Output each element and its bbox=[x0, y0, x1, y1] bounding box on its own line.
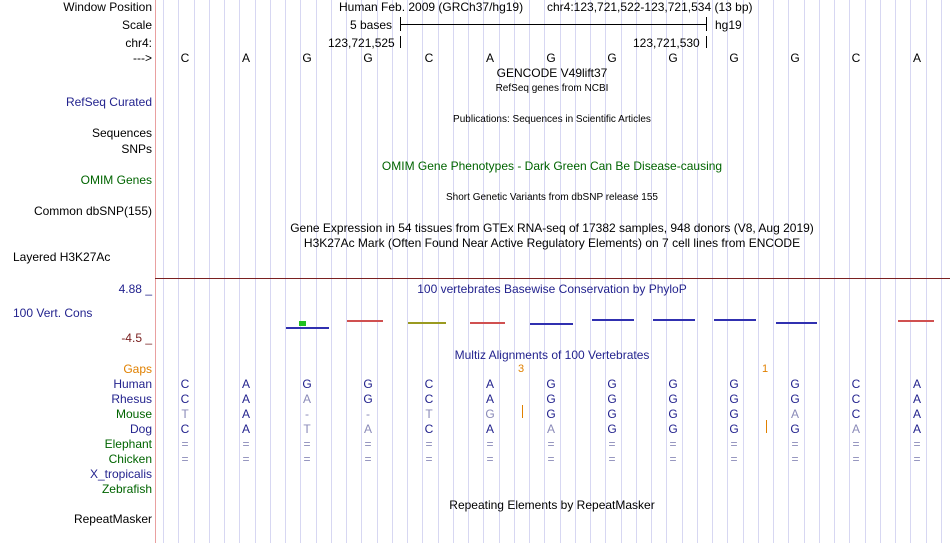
track-label-snps[interactable]: SNPs bbox=[121, 142, 152, 156]
alignment-base: = bbox=[730, 452, 738, 466]
alignment-base: A bbox=[912, 407, 921, 421]
alignment-base: A bbox=[546, 422, 555, 436]
track-label-omim[interactable]: OMIM Genes bbox=[80, 173, 152, 187]
reference-base: G bbox=[607, 51, 617, 65]
alignment-base: = bbox=[486, 452, 494, 466]
gap-insertion-dog bbox=[766, 420, 767, 433]
alignment-base: = bbox=[364, 452, 372, 466]
alignment-base: C bbox=[424, 422, 434, 436]
refseq-title: RefSeq genes from NCBI bbox=[495, 83, 609, 94]
alignment-base: G bbox=[729, 392, 739, 406]
alignment-base: C bbox=[851, 407, 861, 421]
coord-left: 123,721,525 bbox=[328, 36, 395, 50]
conservation-segment bbox=[470, 322, 505, 324]
alignment-base: G bbox=[363, 377, 373, 391]
alignment-base: A bbox=[241, 422, 250, 436]
alignment-base: = bbox=[486, 437, 494, 451]
species-label[interactable]: Zebrafish bbox=[101, 482, 152, 496]
alignment-base: = bbox=[669, 452, 677, 466]
reference-base: G bbox=[668, 51, 678, 65]
multiz-title: Multiz Alignments of 100 Vertebrates bbox=[454, 348, 650, 362]
conservation-segment bbox=[714, 319, 756, 321]
phylop-max-label: 4.88 _ bbox=[118, 282, 152, 296]
alignment-base: C bbox=[180, 422, 190, 436]
conservation-segment bbox=[530, 323, 573, 325]
alignment-base: G bbox=[729, 407, 739, 421]
scale-bar-right-tick bbox=[706, 17, 707, 31]
gap-mark-2: 1 bbox=[762, 363, 769, 375]
alignment-base: = bbox=[791, 437, 799, 451]
alignment-base: - bbox=[366, 407, 370, 421]
alignment-base: G bbox=[607, 392, 617, 406]
omim-title: OMIM Gene Phenotypes - Dark Green Can Be Disease-causing bbox=[381, 159, 723, 173]
conservation-segment bbox=[592, 319, 634, 321]
track-label-gaps: Gaps bbox=[123, 362, 152, 376]
gtex-title: Gene Expression in 54 tissues from GTEx RNA-seq of 17382 samples, 948 donors (V8, Aug 2019) bbox=[290, 221, 814, 235]
alignment-base: = bbox=[547, 437, 555, 451]
conservation-segment bbox=[347, 320, 383, 322]
alignment-base: G bbox=[302, 377, 312, 391]
alignment-base: = bbox=[547, 452, 555, 466]
alignment-base: A bbox=[790, 407, 799, 421]
species-label[interactable]: X_tropicalis bbox=[89, 467, 152, 481]
alignment-base: = bbox=[181, 452, 189, 466]
scale-db: hg19 bbox=[715, 18, 742, 32]
scale-bar bbox=[400, 24, 706, 25]
h3k27ac-title: H3K27Ac Mark (Often Found Near Active Regulatory Elements) on 7 cell lines from ENCODE bbox=[303, 236, 801, 250]
alignment-base: C bbox=[851, 377, 861, 391]
chrom-label: chr4: bbox=[125, 36, 152, 50]
alignment-base: = bbox=[303, 452, 311, 466]
alignment-base: A bbox=[851, 422, 860, 436]
scale-label: Scale bbox=[121, 18, 152, 32]
alignment-base: G bbox=[363, 392, 373, 406]
alignment-base: C bbox=[180, 392, 190, 406]
alignment-base: = bbox=[669, 437, 677, 451]
alignment-base: G bbox=[668, 377, 678, 391]
reference-base: C bbox=[424, 51, 434, 65]
reference-base: G bbox=[729, 51, 739, 65]
gencode-title: GENCODE V49lift37 bbox=[496, 66, 608, 80]
species-label[interactable]: Mouse bbox=[115, 407, 152, 421]
alignment-base: T bbox=[181, 407, 189, 421]
repeatmasker-title: Repeating Elements by RepeatMasker bbox=[449, 498, 655, 512]
alignment-base: G bbox=[546, 377, 556, 391]
alignment-base: A bbox=[241, 377, 250, 391]
alignment-base: G bbox=[790, 422, 800, 436]
alignment-base: = bbox=[791, 452, 799, 466]
alignment-base: = bbox=[242, 437, 250, 451]
reference-base: A bbox=[485, 51, 494, 65]
track-label-h3k27ac[interactable]: Layered H3K27Ac bbox=[13, 250, 111, 264]
species-label[interactable]: Chicken bbox=[108, 452, 152, 466]
reference-base: C bbox=[180, 51, 190, 65]
alignment-base: A bbox=[363, 422, 372, 436]
window-position: chr4:123,721,522-123,721,534 (13 bp) bbox=[547, 0, 753, 14]
track-label-sequences[interactable]: Sequences bbox=[91, 126, 152, 140]
alignment-base: = bbox=[913, 437, 921, 451]
alignment-base: = bbox=[181, 437, 189, 451]
alignment-base: A bbox=[912, 377, 921, 391]
dbsnp-title: Short Genetic Variants from dbSNP release 155 bbox=[446, 192, 658, 203]
reference-base: A bbox=[912, 51, 921, 65]
alignment-base: T bbox=[425, 407, 433, 421]
alignment-base: = bbox=[852, 437, 860, 451]
alignment-base: G bbox=[668, 392, 678, 406]
track-label-repeatmasker[interactable]: RepeatMasker bbox=[73, 512, 152, 526]
phylop-min-label: -4.5 _ bbox=[121, 331, 152, 345]
alignment-base: C bbox=[424, 377, 434, 391]
assembly-title: Human Feb. 2009 (GRCh37/hg19) bbox=[339, 0, 524, 14]
scale-text: 5 bases bbox=[350, 18, 393, 32]
alignment-base: G bbox=[790, 392, 800, 406]
alignment-base: A bbox=[485, 422, 494, 436]
strand-label: ---> bbox=[133, 51, 152, 65]
coord-right-tick bbox=[706, 36, 707, 48]
track-label-dbsnp[interactable]: Common dbSNP(155) bbox=[33, 204, 152, 218]
alignment-base: = bbox=[425, 437, 433, 451]
conservation-segment bbox=[286, 327, 329, 329]
gap-mark-1: 3 bbox=[518, 363, 525, 375]
alignment-base: G bbox=[607, 422, 617, 436]
alignment-base: G bbox=[668, 407, 678, 421]
conservation-segment bbox=[898, 320, 934, 322]
alignment-base: C bbox=[424, 392, 434, 406]
reference-base: G bbox=[546, 51, 556, 65]
coord-right: 123,721,530 bbox=[633, 36, 700, 50]
alignment-base: G bbox=[546, 392, 556, 406]
alignment-base: = bbox=[913, 452, 921, 466]
alignment-base: = bbox=[303, 437, 311, 451]
alignment-base: A bbox=[485, 392, 494, 406]
reference-base: G bbox=[790, 51, 800, 65]
alignment-base: A bbox=[912, 422, 921, 436]
alignment-base: G bbox=[607, 377, 617, 391]
alignment-base: = bbox=[425, 452, 433, 466]
alignment-base: A bbox=[485, 377, 494, 391]
track-label-refseq[interactable]: RefSeq Curated bbox=[65, 95, 152, 109]
section-separator bbox=[155, 278, 950, 279]
conservation-segment bbox=[653, 319, 695, 321]
reference-base: C bbox=[851, 51, 861, 65]
alignment-base: G bbox=[546, 407, 556, 421]
alignment-base: - bbox=[305, 407, 309, 421]
alignment-base: G bbox=[607, 407, 617, 421]
gap-insertion-mouse bbox=[522, 405, 523, 418]
alignment-base: = bbox=[364, 437, 372, 451]
alignment-base: A bbox=[241, 392, 250, 406]
track-label-column bbox=[0, 0, 156, 543]
reference-base: G bbox=[302, 51, 312, 65]
alignment-base: G bbox=[668, 422, 678, 436]
species-label[interactable]: Rhesus bbox=[111, 392, 152, 406]
alignment-base: = bbox=[608, 452, 616, 466]
species-label[interactable]: Dog bbox=[129, 422, 152, 436]
alignment-base: = bbox=[730, 437, 738, 451]
phylop-title: 100 vertebrates Basewise Conservation by PhyloP bbox=[417, 282, 687, 296]
alignment-base: A bbox=[302, 392, 311, 406]
conservation-highlight bbox=[299, 321, 306, 326]
alignment-base: G bbox=[790, 377, 800, 391]
alignment-base: C bbox=[180, 377, 190, 391]
alignment-base: A bbox=[241, 407, 250, 421]
alignment-base: = bbox=[852, 452, 860, 466]
conservation-segment bbox=[776, 322, 817, 324]
alignment-base: C bbox=[851, 392, 861, 406]
conservation-segment bbox=[408, 322, 446, 324]
alignment-base: A bbox=[912, 392, 921, 406]
species-label[interactable]: Elephant bbox=[104, 437, 152, 451]
alignment-base: = bbox=[608, 437, 616, 451]
coord-left-tick bbox=[400, 36, 401, 48]
track-label-phylop[interactable]: 100 Vert. Cons bbox=[13, 306, 93, 320]
alignment-base: G bbox=[485, 407, 495, 421]
alignment-base: G bbox=[729, 422, 739, 436]
alignment-base: = bbox=[242, 452, 250, 466]
reference-base: A bbox=[241, 51, 250, 65]
window-position-label: Window Position bbox=[63, 0, 152, 14]
publications-title: Publications: Sequences in Scientific Articles bbox=[453, 114, 651, 125]
species-label[interactable]: Human bbox=[113, 377, 152, 391]
alignment-base: G bbox=[729, 377, 739, 391]
alignment-base: T bbox=[303, 422, 311, 436]
reference-base: G bbox=[363, 51, 373, 65]
